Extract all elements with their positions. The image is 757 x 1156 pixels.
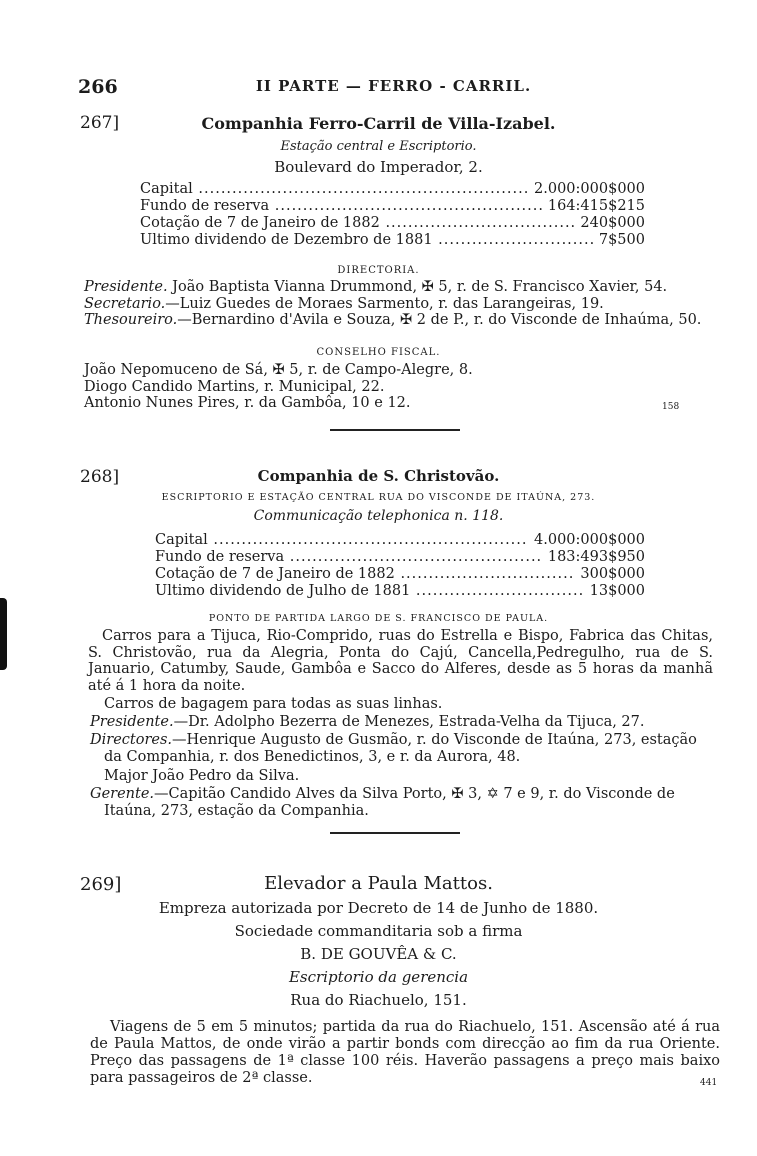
role-text: —Dr. Adolpho Bezerra de Menezes, Estrada-Velha da Tijuca, 27. [173, 714, 645, 730]
entry-address-269: Rua do Riachuelo, 151. [290, 991, 467, 1009]
finance-label: Ultimo dividendo de Julho de 1881 ..... [155, 583, 584, 600]
entry-title-267: Companhia Ferro-Carril de Villa-Izabel. [201, 114, 556, 133]
entry-society-269: Sociedade commanditaria sob a firma [234, 922, 523, 940]
entry-phone-268: Communicação telephonica n. 118. [253, 508, 504, 524]
margin-number-441: 441 [700, 1078, 718, 1088]
finance-row [140, 232, 645, 249]
role-text: —Henrique Augusto de Gusmão, r. do Visconde de Itaúna, 273, estação da Companhia, r. dos Benedictinos, 3, e r. da Aurora, 48. [104, 732, 697, 765]
margin-number-158: 158 [662, 402, 680, 412]
finance-value: 13$000 [589, 583, 645, 599]
finance-value: 183:493$950 [547, 549, 645, 565]
major-line: Major João Pedro da Silva. [104, 768, 300, 784]
finance-label: Cotação de 7 de Janeiro de 1882 ..... [140, 215, 574, 232]
conselho-heading: CONSELHO FISCAL. [316, 347, 441, 358]
directoria-row [84, 312, 714, 329]
finance-value: 300$000 [580, 566, 645, 582]
finance-row [140, 215, 645, 232]
entry-title-268: Companhia de S. Christovão. [257, 467, 500, 485]
finance-row [155, 532, 645, 549]
finance-row [140, 198, 645, 215]
entry-title-269: Elevador a Paula Mattos. [264, 873, 493, 894]
directoria-heading: DIRECTORIA. [337, 265, 420, 276]
finance-value: 4.000:000$000 [534, 532, 645, 548]
bagagem-line: Carros de bagagem para todas as suas linhas. [104, 696, 443, 712]
directoria-row [84, 296, 714, 313]
presidente-line [90, 714, 715, 731]
gerente-line [90, 786, 715, 819]
finance-label: Fundo de reserva ..... [140, 198, 542, 215]
finance-label: Fundo de reserva ..... [155, 549, 542, 566]
section-divider [330, 429, 460, 431]
elevador-paragraph: Viagens de 5 em 5 minutos; partida da rua do Riachuelo, 151. Ascensão até á rua de Paula Mattos, de onde virão a partir bonds com direcção ao fim da rua Oriente. Preço das passagens de 1ª classe 100 réis. Haverão passagens a preço mais baixo para passageiros de 2ª classe. [90, 1019, 720, 1086]
finance-value: 240$000 [580, 215, 645, 231]
finance-value: 164:415$215 [547, 198, 645, 214]
conselho-list [84, 362, 584, 412]
entry-subtitle-267: Estação central e Escriptorio. [280, 139, 477, 154]
entry-address-267: Boulevard do Imperador, 2. [274, 158, 483, 176]
finance-table-268 [155, 532, 645, 600]
role-label: Secretario. [84, 295, 166, 312]
finance-label: Cotação de 7 de Janeiro de 1882 ..... [155, 566, 574, 583]
role-label: Directores. [90, 732, 173, 748]
page-edge-mark [0, 598, 7, 670]
role-label: Presidente. [90, 714, 174, 730]
conselho-member: Diogo Candido Martins, r. Municipal, 22. [84, 378, 385, 395]
role-label: Thesoureiro. [84, 312, 178, 328]
finance-label: Capital ..... [140, 181, 528, 198]
conselho-member: João Nepomuceno de Sá, ✠ 5, r. de Campo-Alegre, 8. [84, 362, 473, 378]
finance-label: Capital ..... [155, 532, 528, 549]
role-label: Presidente. [84, 279, 168, 295]
role-text: —Capitão Candido Alves da Silva Porto, ✠ 3, ✡ 7 e 9, r. do Visconde de Itaúna, 273, estação da Companhia. [104, 786, 675, 819]
directoria-list [84, 279, 714, 329]
role-text: —Luiz Guedes de Moraes Sarmento, r. das Larangeiras, 19. [165, 295, 604, 312]
entry-firm-269: B. DE GOUVÊA & C. [300, 945, 457, 963]
entry-number-268: 268] [80, 467, 120, 487]
entry-decree-269: Empreza autorizada por Decreto de 14 de Junho de 1880. [158, 899, 599, 917]
finance-row [140, 181, 645, 198]
section-divider [330, 832, 460, 834]
finance-label: Ultimo dividendo de Dezembro de 1881 ..... [140, 232, 593, 249]
finance-table-267 [140, 181, 645, 249]
ponto-heading: PONTO DE PARTIDA LARGO DE S. FRANCISCO DE PAULA. [208, 613, 549, 624]
directoria-row [84, 279, 714, 296]
entry-number-269: 269] [80, 874, 122, 895]
entry-office-269: Escriptorio da gerencia [288, 968, 469, 986]
page-number: 266 [78, 76, 118, 98]
finance-value: 2.000:000$000 [534, 181, 645, 197]
entry-office-268: ESCRIPTORIO E ESTAÇÃO CENTRAL RUA DO VISCONDE DE ITAÚNA, 273. [161, 492, 596, 503]
finance-row [155, 583, 645, 600]
finance-value: 7$500 [598, 232, 645, 248]
finance-row [155, 566, 645, 583]
finance-row [155, 549, 645, 566]
entry-number-267: 267] [80, 113, 120, 133]
role-text: —Bernardino d'Avila e Souza, ✠ 2 de P., r. do Visconde de Inhaúma, 50. [177, 312, 702, 328]
role-text: João Baptista Vianna Drummond, ✠ 5, r. de S. Francisco Xavier, 54. [167, 279, 668, 295]
carros-paragraph: Carros para a Tijuca, Rio-Comprido, ruas do Estrella e Bispo, Fabrica das Chitas, S. Christovão, rua da Alegria, Ponta do Cajú, Cancella,Pedregulho, rua de S. Januario, Catumby, Saude, Gambôa e Sacco do Alferes, desde as 5 horas da manhã até á 1 hora da noite. [88, 628, 713, 694]
role-label: Gerente. [90, 786, 155, 802]
conselho-member: Antonio Nunes Pires, r. da Gambôa, 10 e 12. [84, 395, 411, 411]
directores-line [90, 732, 715, 765]
running-title: II PARTE — FERRO - CARRIL. [255, 77, 532, 95]
